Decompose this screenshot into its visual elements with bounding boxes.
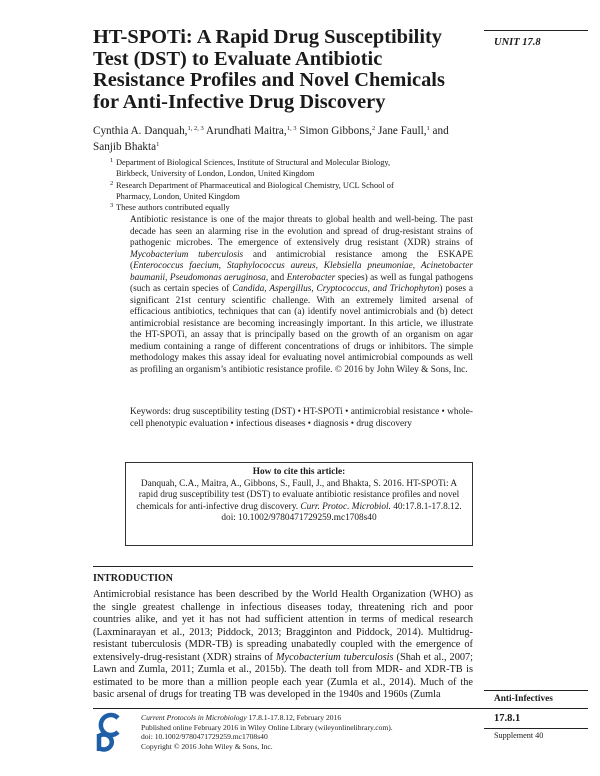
page-number: 17.8.1 xyxy=(494,713,521,724)
section-label: Anti-Infectives xyxy=(494,694,553,704)
header-rule xyxy=(484,30,588,31)
citation-box: How to cite this article: Danquah, C.A., Maitra, A., Gibbons, S., Faull, J., and Bhakta, S. 2016. HT-SPOTi: A rapid drug susceptibility test (DST) to evaluate antibiotic resistance profiles and novel chemicals for anti-infective drug discovery. Curr. Protoc. Microbiol. 40:17.8.1-17.8.12. doi: 10.1002/9780471729259.mc1708s40 xyxy=(125,462,473,546)
sidebar-rule xyxy=(484,728,588,729)
author: Arundhati Maitra,$^{1, 3}$ xyxy=(205,125,297,137)
footer-rule xyxy=(93,708,588,709)
supplement-label: Supplement 40 xyxy=(494,731,544,740)
section-heading: INTRODUCTION xyxy=(93,573,174,584)
author: Jane Faull,$^1$ xyxy=(378,125,430,137)
unit-label: UNIT 17.8 xyxy=(494,37,541,48)
citation-heading: How to cite this article: xyxy=(252,467,346,477)
introduction-text: Antimicrobial resistance has been described by the World Health Organization (WHO) as the single greatest challenge in infectious diseases today, threatening rich and poor countries alike, and yet it has not had sufficient attention in terms of medical research (Laxminarayan et al., 2013; Piddock, 2013; Bragginton and Piddock, 2014). Multidrug-resistant tuberculosis (MDR-TB) is spreading unabatedly coupled with the emergence of extensively-drug-resistant (XDR) strains of Mycobacterium tuberculosis (Shah et al., 2007; Lawn and Zumla, 2011; Zumla et al., 2015b). The death toll from MDR- and XDR-TB is estimated to be more than a million people each year (Zumla et al., 2014). Much of the basic arsenal of drugs for treating TB was developed in the 1940s and 1960s (Zumla xyxy=(93,589,473,700)
article-title: HT-SPOTi: A Rapid Drug Susceptibility Test (DST) to Evaluate Antibiotic Resistance Profiles and Novel Chemicals for Anti-Infective Drug Discovery xyxy=(93,26,445,113)
author: Simon Gibbons,$^2$ xyxy=(299,125,376,137)
author: and Sanjib Bhakta$^1$ xyxy=(93,125,449,153)
affiliation: 1 Department of Biological Sciences, Institute of Structural and Molecular Biology, Birkbeck, University of London, London, United Kingdom xyxy=(110,157,391,179)
affiliations xyxy=(110,157,440,213)
citation-doi: doi: 10.1002/9780471729259.mc1708s40 xyxy=(221,513,377,523)
cp-logo-icon xyxy=(93,712,123,752)
keywords: Keywords: drug susceptibility testing (DST) • HT-SPOTi • antimicrobial resistance • whole-cell phenotypic evaluation • infectious diseases • diagnosis • drug discovery xyxy=(130,407,473,429)
section-rule xyxy=(93,566,473,567)
footer: Current Protocols in Microbiology 17.8.1-17.8.12, February 2016 Published online February 2016 in Wiley Online Library (wileyonlinelibrary.com). doi: 10.1002/9780471729259.mc1708s40 Copyright © 2016 John Wiley & Sons, Inc. xyxy=(141,713,393,751)
abstract: Antibiotic resistance is one of the major threats to global health and well-being. The past decade has seen an alarming rise in the evolution and spread of drug-resistant strains of pathogenic microbes. The emergence of extensively drug resistant (XDR) strains of Mycobacterium tuberculosis and antimicrobial resistance among the ESKAPE (Enterococcus faecium, Staphylococcus aureus, Klebsiella pneumoniae, Acinetobacter baumanii, Pseudomonas aeruginosa, and Enterobacter species) as well as fungal pathogens (such as certain species of Candida, Aspergillus, Cryptococcus, and Trichophyton) poses a significant 21st century scientific challenge. With an extremely limited arsenal of efficacious antibiotics, techniques that can (a) identify novel antimicrobials and (b) detect antimicrobial resistance are becoming increasingly important. In this article, we illustrate the HT-SPOTi, an assay that is principally based on the growth of an organism on agar medium containing a range of different concentrations of drugs or inhibitors. The simple methodology makes this assay ideal for evaluating novel antimicrobial compounds as well as profiling an organism’s antibiotic resistance profile. © 2016 by John Wiley & Sons, Inc. xyxy=(130,215,474,375)
affiliation: 3 These authors contributed equally xyxy=(110,202,230,213)
author-list xyxy=(93,123,473,155)
author: Cynthia A. Danquah,$^{1, 2, 3}$ xyxy=(93,125,204,137)
sidebar-rule xyxy=(484,690,588,691)
affiliation: 2 Research Department of Pharmaceutical and Biological Chemistry, UCL School of Pharmacy, London, United Kingdom xyxy=(110,179,394,201)
